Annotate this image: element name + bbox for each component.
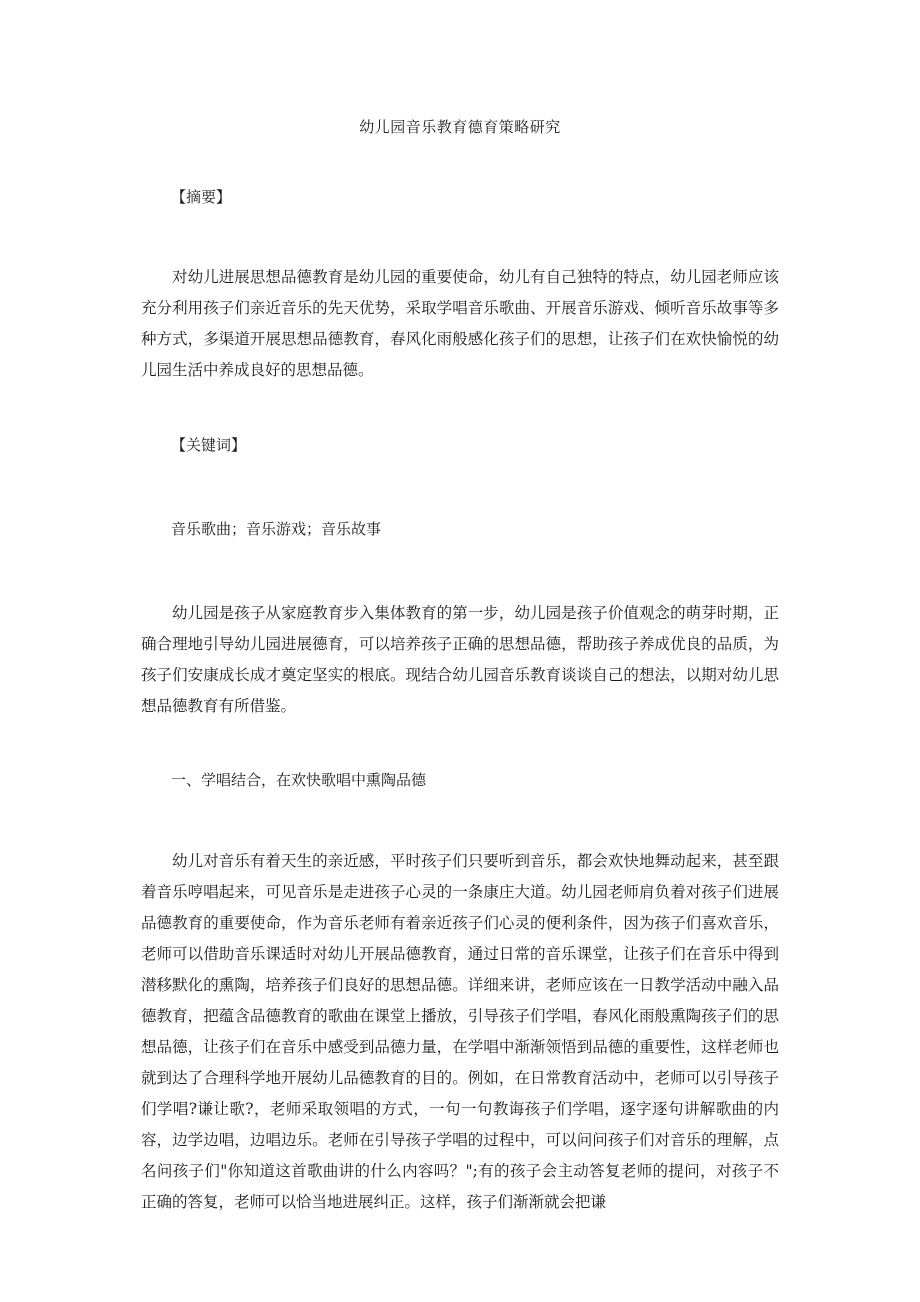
keywords-text: 音乐歌曲；音乐游戏；音乐故事 bbox=[171, 520, 382, 538]
section1-heading: 一、学唱结合，在欢快歌唱中熏陶品德 bbox=[171, 771, 427, 789]
abstract-heading: 【摘要】 bbox=[171, 188, 232, 206]
abstract-paragraph: 对幼儿进展思想品德教育是幼儿园的重要使命，幼儿有自己独特的特点，幼儿园老师应该充分利用孩子们亲近音乐的先天优势，采取学唱音乐歌曲、开展音乐游戏、倾听音乐故事等多种方式，多渠道开展思想品德教育，春风化雨般感化孩子们的思想，让孩子们在欢快愉悦的幼儿园生活中养成良好的思想品德。 bbox=[141, 268, 779, 379]
intro-paragraph: 幼儿园是孩子从家庭教育步入集体教育的第一步，幼儿园是孩子价值观念的萌芽时期，正确合理地引导幼儿园进展德育，可以培养孩子正确的思想品德，帮助孩子养成优良的品质，为孩子们安康成长成才奠定坚实的根底。现结合幼儿园音乐教育谈谈自己的想法，以期对幼儿思想品德教育有所借鉴。 bbox=[141, 604, 779, 715]
keywords-heading: 【关键词】 bbox=[171, 436, 247, 454]
document-title: 幼儿园音乐教育德育策略研究 bbox=[359, 118, 561, 136]
section1-paragraph: 幼儿对音乐有着天生的亲近感，平时孩子们只要听到音乐，都会欢快地舞动起来，甚至跟着音乐哼唱起来，可见音乐是走进孩子心灵的一条康庄大道。幼儿园老师肩负着对孩子们进展品德教育的重要使命，作为音乐老师有着亲近孩子们心灵的便利条件，因为孩子们喜欢音乐，老师可以借助音乐课适时对幼儿开展品德教育，通过日常的音乐课堂，让孩子们在音乐中得到潜移默化的熏陶，培养孩子们良好的思想品德。详细来讲，老师应该在一日教学活动中融入品德教育，把蕴含品德教育的歌曲在课堂上播放，引导孩子们学唱，春风化雨般熏陶孩子们的思想品德，让孩子们在音乐中感受到品德力量，在学唱中渐渐领悟到品德的重要性，这样老师也就到达了合理科学地开展幼儿品德教育的目的。例如，在日常教育活动中，老师可以引导孩子们学唱?谦让歌?，老师采取领唱的方式，一句一句教诲孩子们学唱，逐字逐句讲解歌曲的内容，边学边唱，边唱边乐。老师在引导孩子学唱的过程中，可以问问孩子们对音乐的理解，点名问孩子们"你知道这首歌曲讲的什么内容吗？";有的孩子会主动答复老师的提问，对孩子不正确的答复，老师可以恰当地进展纠正。这样，孩子们渐渐就会把谦 bbox=[141, 852, 779, 1211]
